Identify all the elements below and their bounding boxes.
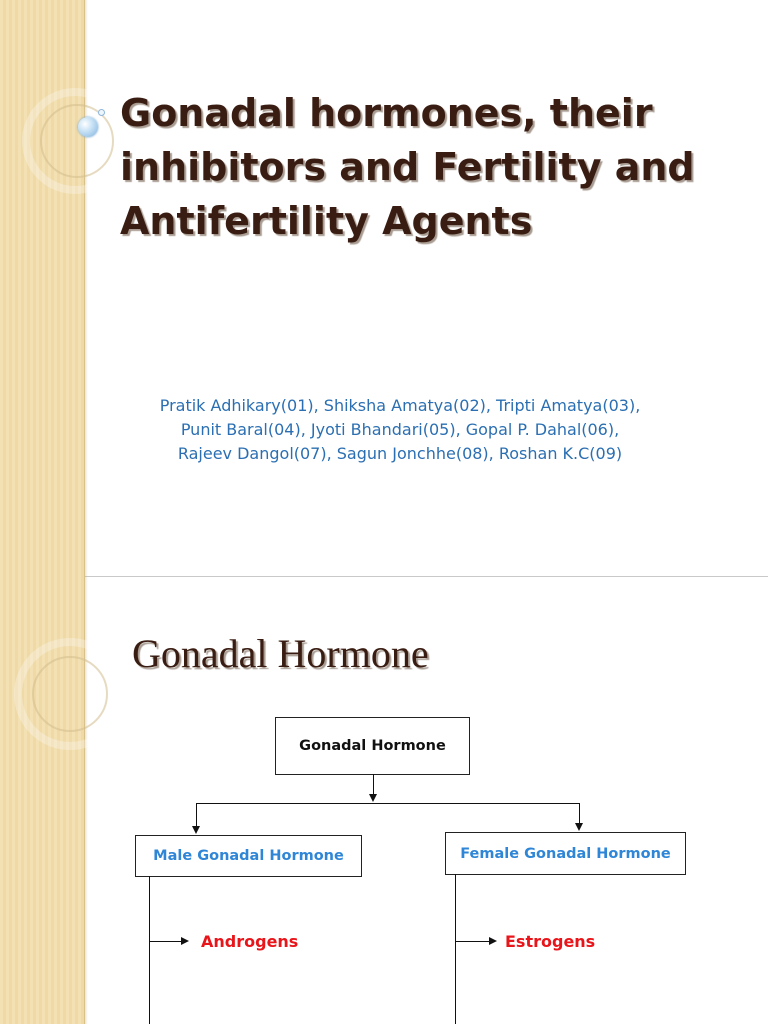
arrow-right-icon bbox=[181, 937, 189, 945]
arrow-down-icon bbox=[192, 826, 200, 834]
connector-line bbox=[149, 941, 181, 942]
author-line: Pratik Adhikary(01), Shiksha Amatya(02), Tripti Amatya(03), bbox=[159, 396, 641, 415]
title-line: inhibitors and Fertility and bbox=[120, 145, 695, 189]
female-branch-node bbox=[445, 832, 686, 875]
author-line: Punit Baral(04), Jyoti Bhandari(05), Gopal P. Dahal(06), bbox=[180, 420, 620, 439]
bubble-icon bbox=[98, 109, 105, 116]
female-branch-label: Female Gonadal Hormone bbox=[460, 845, 671, 862]
author-line: Rajeev Dangol(07), Sagun Jonchhe(08), Roshan K.C(09) bbox=[177, 444, 623, 463]
content-slide bbox=[0, 576, 768, 1024]
author-list bbox=[120, 394, 680, 466]
title-line: Gonadal hormones, their bbox=[120, 91, 653, 135]
decorative-ring bbox=[32, 656, 108, 732]
root-node bbox=[275, 717, 470, 775]
arrow-down-icon bbox=[369, 794, 377, 802]
slide-title: Gonadal Hormone bbox=[132, 631, 429, 676]
presentation-title bbox=[120, 86, 740, 248]
male-branch-node bbox=[135, 835, 362, 877]
title-line: Antifertility Agents bbox=[120, 199, 533, 243]
bubble-icon bbox=[78, 117, 98, 137]
connector-line bbox=[579, 803, 580, 823]
connector-line bbox=[455, 874, 456, 1024]
connector-line bbox=[149, 876, 150, 1024]
connector-line bbox=[373, 774, 374, 794]
root-node-label: Gonadal Hormone bbox=[299, 738, 446, 754]
androgens-label: Androgens bbox=[201, 932, 299, 951]
connector-line bbox=[196, 803, 580, 804]
connector-line bbox=[196, 803, 197, 826]
arrow-right-icon bbox=[489, 937, 497, 945]
male-branch-label: Male Gonadal Hormone bbox=[153, 848, 344, 864]
slide-divider bbox=[0, 576, 768, 577]
arrow-down-icon bbox=[575, 823, 583, 831]
decorative-side-strip bbox=[0, 0, 84, 576]
connector-line bbox=[455, 941, 489, 942]
estrogens-label: Estrogens bbox=[505, 932, 596, 951]
